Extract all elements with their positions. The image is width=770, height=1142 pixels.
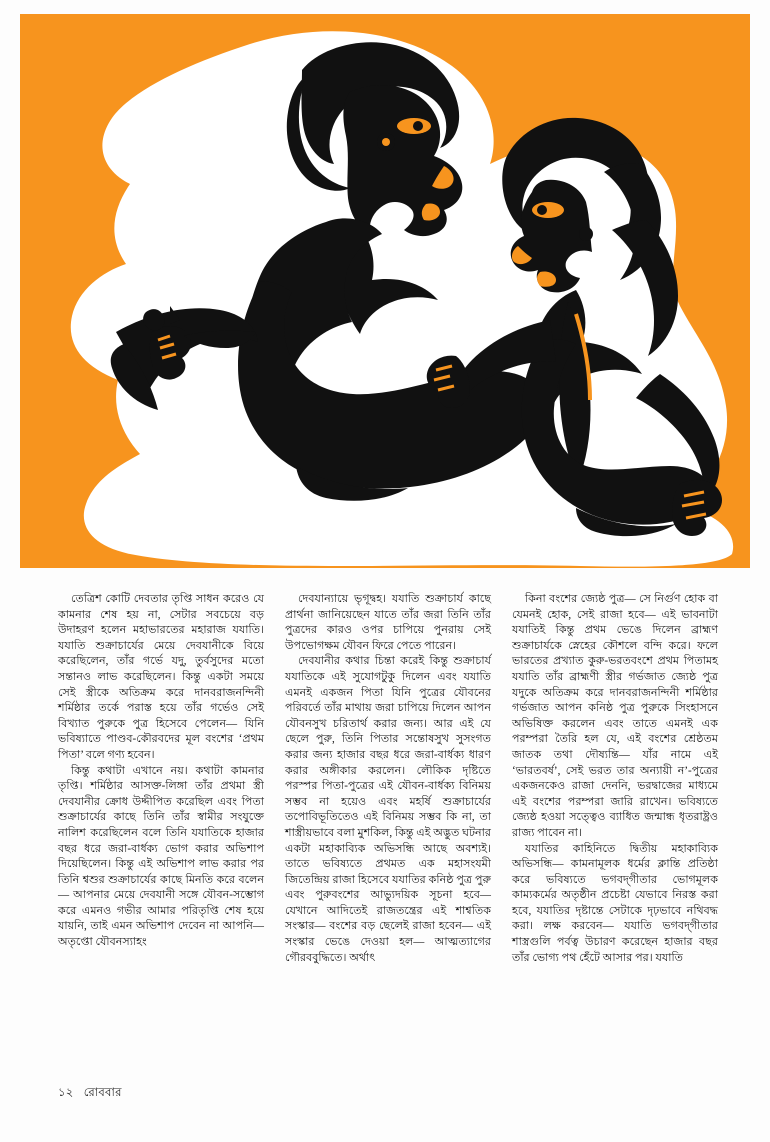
paragraph: দেবযানীর কথার চিন্তা করেই কিন্তু শুক্রাচার্য যযাতিকে এই সুযোগটুকু দিলেন এবং যযাতি এমনই একজন পিতা যিনি পুত্রের যৌবনের পরিবর্তে তাঁর মাথায় জরা চাপিয়ে দিলেন আপন যৌবনসুখ চরিতার্থ করার জন্য। আর এই যে ছেলে পুরু, তিনি পিতার সন্তোষসুখ সুসংগত করার জন্য হাজার বছর ধরে জরা-বার্ধক্য ধারণ করার অঙ্গীকার করলেন। লৌকিক দৃষ্টিতে পরস্পর পিতা-পুত্রের এই যৌবন-বার্ধক্য বিনিময় সম্ভব না হয়েও এবং মহর্ষি শুক্রাচার্যের তপোবিভূতিতেও এই বিনিময় সম্ভব কি না, তা শাস্ত্রীয়ভাবে বলা মুশকিল, কিন্তু এই অদ্ভুত ঘটনার একটা মহাকাব্যিক অভিসন্ধি আছে অবশ্যই। তাতে ভবিষ্যতে প্রথমত এক মহাসংযমী জিতেন্দ্রিয় রাজা হিসেবে যযাতির কনিষ্ঠ পুত্র পুরু এবং পুরুবংশের আভ্যুদয়িক সূচনা হবে— যেখানে আদিতেই রাজতন্ত্রের এই শাশ্বতিক সংস্কার— বংশের বড় ছেলেই রাজা হবেন— এই সংস্কার ভেঙে দেওয়া হল— আত্মত্যাগের গৌরববুদ্ধিতে। অর্থাৎ xyxy=(285,655,491,964)
paragraph: কিন্তু কথাটা এখানে নয়। কথাটা কামনার তৃপ্তি। শর্মিষ্ঠার আসক্ত-লিঙ্গা তাঁর প্রথমা স্ত্রী দেবযানীর ক্রোধ উদ্দীপিত করেছিল এবং পিতা শুক্রাচার্যের কাছে তিনি তাঁর স্বামীর সংযুক্তে নালিশ করেছিলেন বলে তিনি যযাতিকে হাজার বছর ধরে জরা-বার্ধক্য ভোগ করার অভিশাপ দিয়েছিলেন। কিন্তু এই অভিশাপ লাভ করার পর তিনি শ্বশুর শুক্রাচার্যের কাছে মিনতি করে বলেন— আপনার মেয়ে দেবযানী সঙ্গে যৌবন-সম্ভোগ করে এমনও গভীর আমার পরিতৃপ্তি শেষ হয়ে যায়নি, তাই এমন অভিশাপ দেবেন না আপনি— অতৃপ্তো যৌবনস্যাহং xyxy=(58,764,264,949)
text-column-2 xyxy=(285,592,491,1062)
paragraph: কিনা বংশের জ্যেষ্ঠ পুত্র— সে নির্গুণ হোক বা যেমনই হোক, সেই রাজা হবে— এই ভাবনাটা যযাতিই কিন্তু প্রথম ভেঙে দিলেন ব্রাহ্মণ শুক্রাচার্যকে স্নেহের কৌশলে বন্দি করে। ফলে ভারতের প্রখ্যাত কুরু-ভরতবংশে প্রথম পিতামহ যযাতি তাঁর ব্রাহ্মণী স্ত্রীর গর্ভজাত জ্যেষ্ঠ পুত্র যদুকে অতিক্রম করে দানবরাজনন্দিনী শর্মিষ্ঠার গর্ভজাত আপন কনিষ্ঠ পুত্র পুরুকে সিংহাসনে অভিষিক্ত করলেন এবং তাতে এমনই এক পরম্পরা তৈরি হল যে, এই বংশের শ্রেষ্ঠতম জাতক তথা দৌষ্যন্তি— যাঁর নামে এই ‘ভারতবর্ষ’, সেই ভরত তার অন্যায়ী ন’-পুত্রের একজনকেও রাজা দেননি, ভরদ্বাজের মাধ্যমে এই বংশের পরম্পরা জারি রাখেন। ভবিষ্যতে জ্যেষ্ঠ হওয়া সত্ত্বেও ব্যাধিত জন্মান্ধ ধৃতরাষ্ট্রও রাজ্য পাবেন না। xyxy=(512,593,718,839)
illustration-panel xyxy=(20,14,750,568)
two-seated-figures-illustration xyxy=(20,14,750,568)
text-column-1 xyxy=(58,592,264,1062)
page-footer xyxy=(58,1084,718,1103)
paragraph: দেবযান্যায়ে ভৃগূদ্বহ। যযাতি শুক্রাচার্য কাছে প্রার্থনা জানিয়েছেন যাতে তাঁর জরা তিনি তাঁর পুত্রদের কারও ওপর চাপিয়ে পুনরায় সেই উপভোগক্ষম যৌবন ফিরে পেতে পারেন। xyxy=(285,593,491,652)
page-number: ১২ xyxy=(58,1087,74,1099)
text-column-3 xyxy=(512,592,718,1062)
paragraph: যযাতির কাহিনিতে দ্বিতীয় মহাকাব্যিক অভিসন্ধি— কামনামূলক ধর্মের ক্লান্তি প্রতিষ্ঠা করে ভবিষ্যতে ভগবদ্‌গীতার ভোগমূলক কাম্যকর্মের অতৃষ্ঠীন প্রচেষ্টা যেভাবে নিরস্ত করা হবে, যযাতির দৃষ্টান্তে সেটাকে দৃঢ়ভাবে নথিবদ্ধ করা। লক্ষ করবেন— যযাতি ভগবদ্‌গীতার শাস্ত্রগুলি পর্বত্ব উচারণ করেছেন হাজার বছর তাঁর ভোগ্য পথ হেঁটে আসার পর। যযাতি xyxy=(512,842,718,964)
masthead-name: রোববার xyxy=(83,1087,122,1099)
paragraph: তেত্রিশ কোটি দেবতার তৃপ্তি সাধন করেও যে কামনার শেষ হয় না, সেটার সবচেয়ে বড় উদাহরণ হলেন মহাভারতের মহারাজ যযাতি। যযাতি শুক্রাচার্যের মেয়ে দেবযানীকে বিয়ে করেছিলেন, তাঁর গর্ভে যদু, তুর্বসুদের মতো সন্তানও লাভ করেছিলেন। কিন্তু একটা সময়ে সেই স্ত্রীকে অতিক্রম করে দানবরাজনন্দিনী শর্মিষ্ঠার তর্কে পরাস্ত হয়ে তাঁর গর্ভেও সেই বিখ্যাত পুরুকে পুত্র হিসেবে পেলেন— যিনি ভবিষ্যাতে পাণ্ডব-কৌরবদের মূল বংশের ‘প্রথম পিতা’ বলে গণ্য হবেন। xyxy=(58,593,264,761)
article-body xyxy=(58,592,718,1062)
